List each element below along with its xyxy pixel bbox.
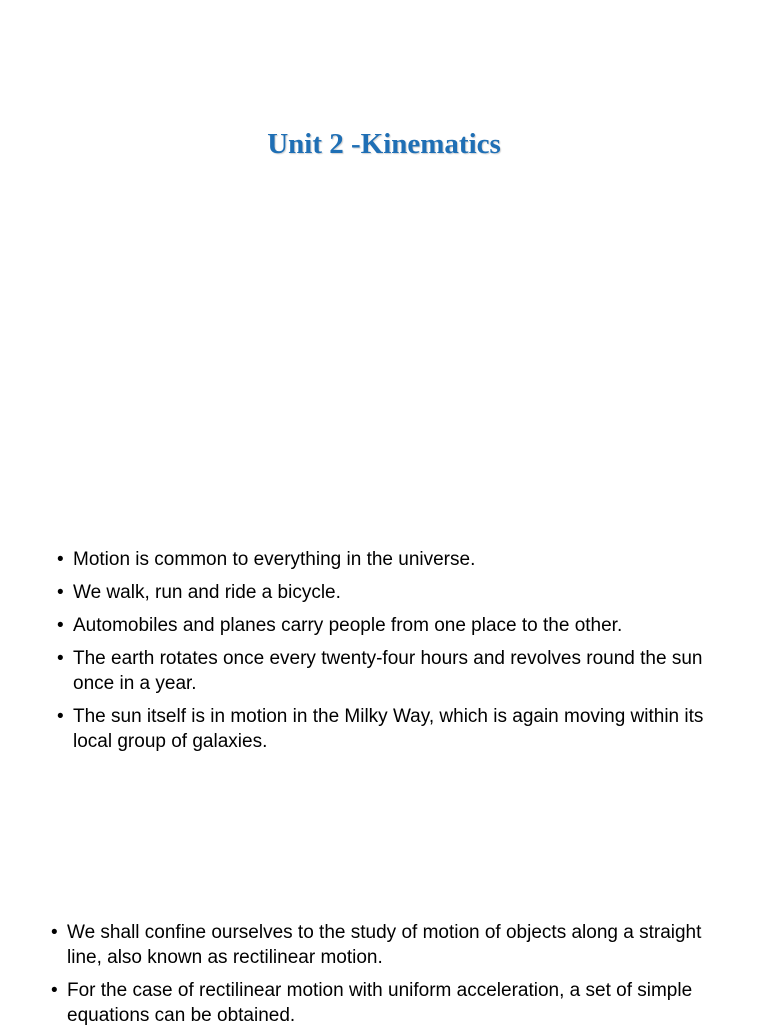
list-item [51, 920, 711, 970]
list-item-text: The earth rotates once every twenty-four hours and revolves round the sun once in a year. [73, 648, 703, 694]
list-item-text: We shall confine ourselves to the study of motion of objects along a straight line, also known as rectilinear motion. [67, 922, 702, 968]
list-item-text: The sun itself is in motion in the Milky Way, which is again moving within its local group of galaxies. [73, 706, 704, 752]
list-item [57, 580, 707, 605]
list-item-text: Automobiles and planes carry people from one place to the other. [73, 615, 623, 636]
list-item [51, 978, 711, 1028]
list-item-text: We walk, run and ride a bicycle. [73, 582, 341, 603]
bullet-list-rectilinear [51, 920, 711, 1036]
bullet-icon: • [57, 615, 64, 636]
bullet-icon: • [57, 549, 64, 570]
bullet-icon: • [51, 922, 58, 943]
bullet-list-motion [57, 547, 707, 762]
page-title: Unit 2 -Kinematics [267, 128, 501, 160]
list-item [57, 704, 707, 754]
bullet-icon: • [57, 706, 64, 727]
list-item [57, 547, 707, 572]
bullet-icon: • [57, 582, 64, 603]
bullet-icon: • [51, 980, 58, 1001]
list-item [57, 646, 707, 696]
bullet-icon: • [57, 648, 64, 669]
list-item [57, 613, 707, 638]
list-item-text: For the case of rectilinear motion with uniform acceleration, a set of simple equations can be obtained. [67, 980, 693, 1026]
list-item-text: Motion is common to everything in the universe. [73, 549, 476, 570]
